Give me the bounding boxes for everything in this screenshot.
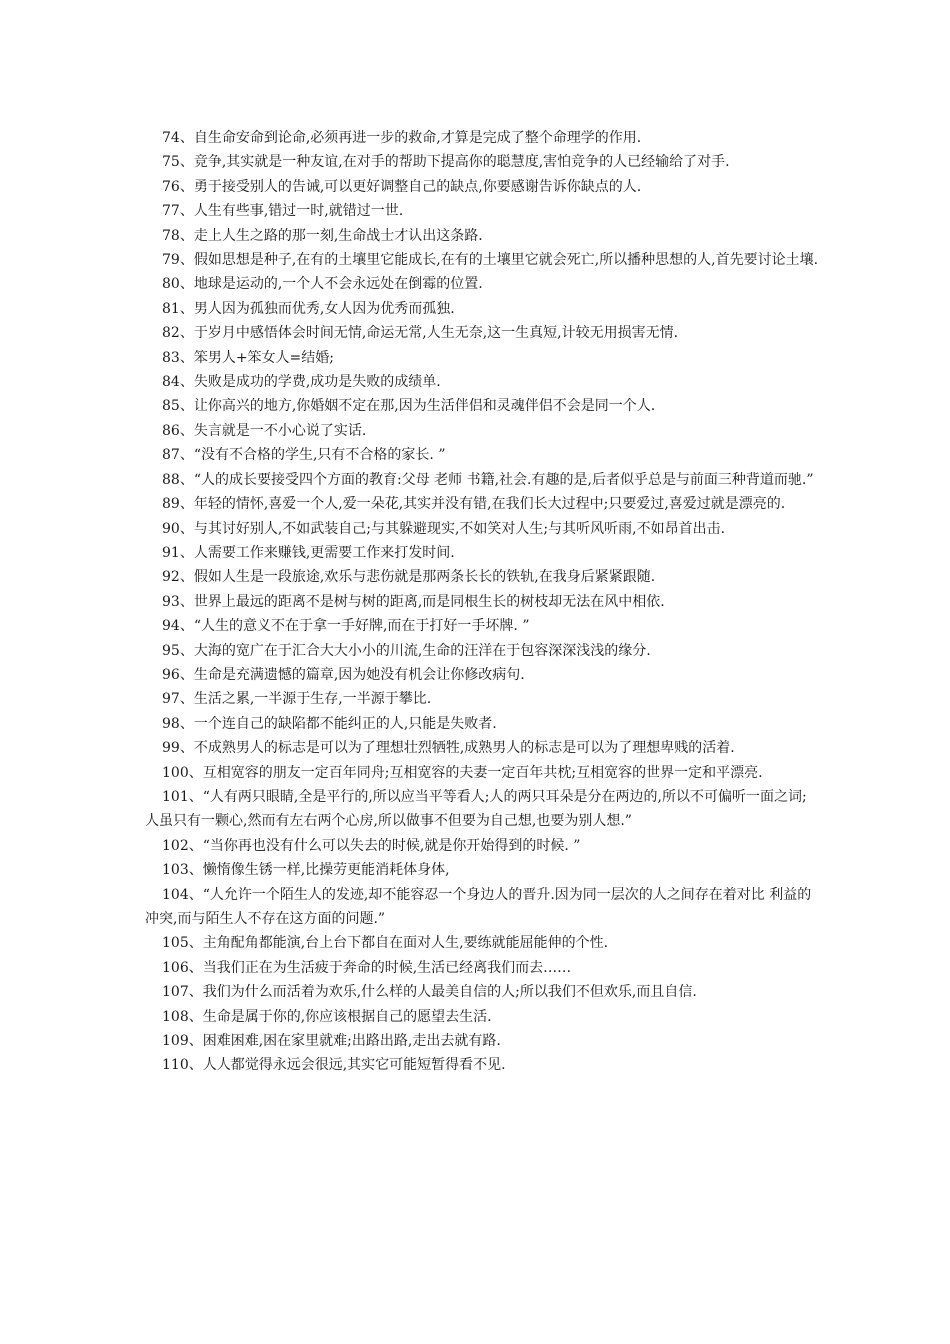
paragraph-75: 75、竞争,其实就是一种友谊,在对手的帮助下提高你的聪慧度,害怕竞争的人已经输给了对手. xyxy=(162,154,730,171)
paragraph-98: 98、一个连自己的缺陷都不能纠正的人,只能是失败者. xyxy=(162,715,497,732)
paragraph-108: 108、生命是属于你的,你应该根据自己的愿望去生活. xyxy=(162,1008,492,1025)
paragraph-104: 104、“人允许一个陌生人的发迹,却不能容忍一个身边人的晋升.因为同一层次的人之间存在着对比 利益的冲突,而与陌生人不存在这方面的问题.” xyxy=(145,886,812,927)
paragraph-99: 99、不成熟男人的标志是可以为了理想壮烈牺牲,成熟男人的标志是可以为了理想卑贱的活着. xyxy=(162,740,735,757)
paragraph-79: 79、假如思想是种子,在有的土壤里它能成长,在有的土壤里它就会死亡,所以播种思想的人,首先要讨论土壤. xyxy=(162,252,819,269)
paragraph-92: 92、假如人生是一段旅途,欢乐与悲伤就是那两条长长的铁轨,在我身后紧紧跟随. xyxy=(162,569,656,586)
paragraph-95: 95、大海的宽广在于汇合大大小小的川流,生命的汪洋在于包容深深浅浅的缘分. xyxy=(162,642,651,659)
paragraph-101: 101、“人有两只眼睛,全是平行的,所以应当平等看人;人的两只耳朵是分在两边的,所以不可偏听一面之词;人虽只有一颗心,然而有左右两个心房,所以做事不但要为自己想,也要为别人想.” xyxy=(145,788,807,830)
paragraph-91: 91、人需要工作来赚钱,更需要工作来打发时间. xyxy=(162,544,455,561)
paragraph-106: 106、当我们正在为生活疲于奔命的时候,生活已经离我们而去…… xyxy=(162,959,572,976)
paragraph-93: 93、世界上最远的距离不是树与树的距离,而是同根生长的树枝却无法在风中相依. xyxy=(162,593,665,610)
paragraph-87: 87、“没有不合格的学生,只有不合格的家长. ” xyxy=(162,447,446,464)
paragraph-109: 109、困难困难,困在家里就难;出路出路,走出去就有路. xyxy=(162,1033,501,1050)
paragraph-82: 82、于岁月中感悟体会时间无情,命运无常,人生无奈,这一生真短,计较无用损害无情. xyxy=(162,325,679,342)
paragraph-94: 94、“人生的意义不在于拿一手好牌,而在于打好一手坏牌. ” xyxy=(162,618,530,635)
paragraph-78: 78、走上人生之路的那一刻,生命战士才认出这条路. xyxy=(162,227,483,244)
paragraph-80: 80、地球是运动的,一个人不会永远处在倒霉的位置. xyxy=(162,276,483,293)
paragraph-84: 84、失败是成功的学费,成功是失败的成绩单. xyxy=(162,374,441,391)
paragraph-81: 81、男人因为孤独而优秀,女人因为优秀而孤独. xyxy=(162,300,455,317)
paragraph-105: 105、主角配角都能演,台上台下都自在面对人生,要练就能屈能伸的个性. xyxy=(162,935,609,952)
paragraph-85: 85、让你高兴的地方,你婚姻不定在那,因为生活伴侣和灵魂伴侣不会是同一个人. xyxy=(162,398,656,415)
document-body xyxy=(145,126,820,1078)
paragraph-90: 90、与其讨好别人,不如武装自己;与其躲避现实,不如笑对人生;与其听风听雨,不如昂首出击. xyxy=(162,520,726,537)
paragraph-74: 74、自生命安命到论命,必须再进一步的救命,才算是完成了整个命理学的作用. xyxy=(162,130,642,146)
paragraph-107: 107、我们为什么而活着为欢乐,什么样的人最美自信的人;所以我们不但欢乐,而且自信. xyxy=(162,984,697,1001)
paragraph-88: 88、“人的成长要接受四个方面的教育:父母 老师 书籍,社会.有趣的是,后者似乎总是与前面三种背道而驰.” xyxy=(162,471,814,488)
paragraph-76: 76、勇于接受别人的告诫,可以更好调整自己的缺点,你要感谢告诉你缺点的人. xyxy=(162,178,642,195)
paragraph-97: 97、生活之累,一半源于生存,一半源于攀比. xyxy=(162,691,432,708)
paragraph-89: 89、年轻的情怀,喜爱一个人,爱一朵花,其实并没有错,在我们长大过程中;只要爱过,喜爱过就是漂亮的. xyxy=(162,496,786,513)
paragraph-103: 103、懒惰像生锈一样,比操劳更能消耗体身体, xyxy=(162,862,450,879)
paragraph-77: 77、人生有些事,错过一时,就错过一世. xyxy=(162,203,404,220)
paragraph-86: 86、失言就是一不小心说了实话. xyxy=(162,422,367,439)
paragraph-83: 83、笨男人+笨女人=结婚; xyxy=(162,349,334,366)
paragraph-102: 102、“当你再也没有什么可以失去的时候,就是你开始得到的时候. ” xyxy=(162,837,581,854)
paragraph-96: 96、生命是充满遗憾的篇章,因为她没有机会让你修改病句. xyxy=(162,666,525,683)
paragraph-100: 100、互相宽容的朋友一定百年同舟;互相宽容的夫妻一定百年共枕;互相宽容的世界一定和平漂亮. xyxy=(162,764,763,781)
paragraph-110: 110、人人都觉得永远会很远,其实它可能短暂得看不见. xyxy=(162,1057,506,1074)
